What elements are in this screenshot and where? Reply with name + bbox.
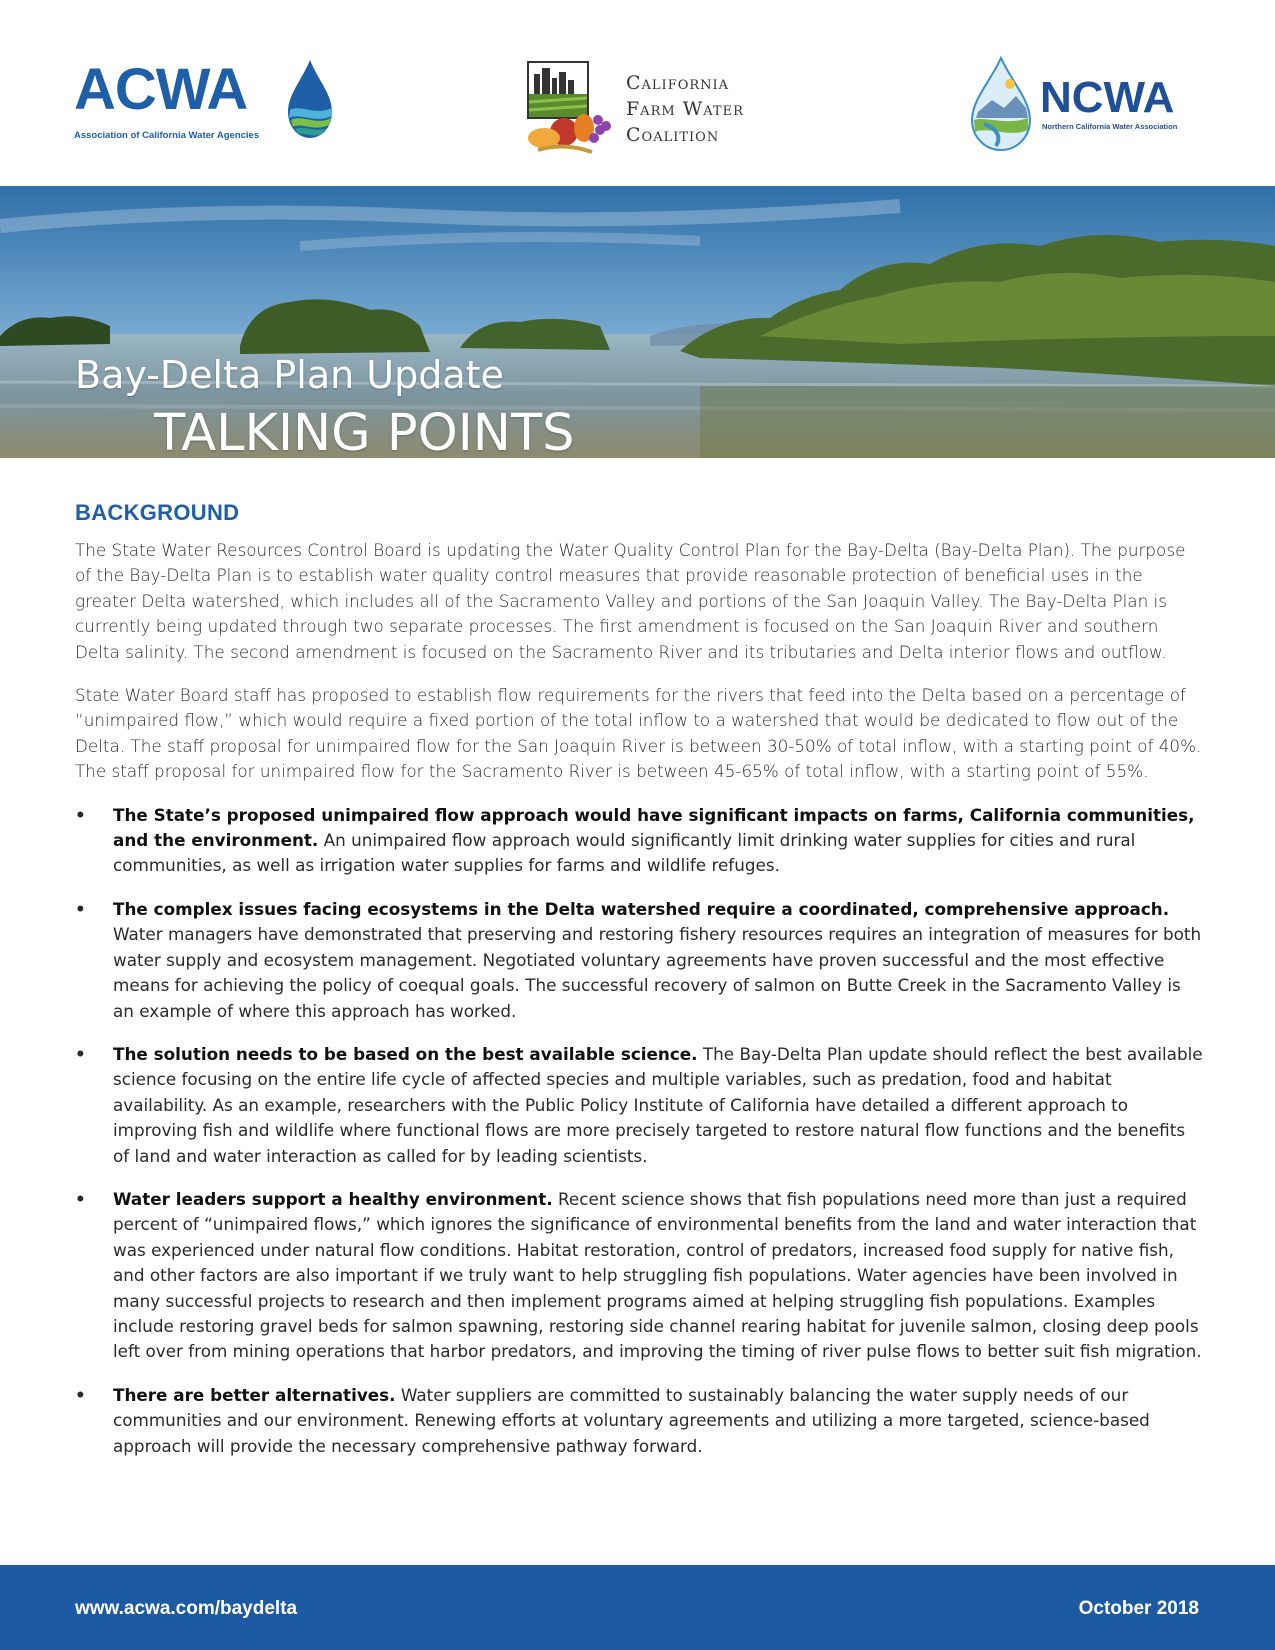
acwa-logo xyxy=(74,58,364,153)
bullet-icon: • xyxy=(75,898,86,919)
logo-header xyxy=(0,0,1275,186)
cfwc-line2: Farm Water xyxy=(626,98,744,120)
cfwc-line1: California xyxy=(626,72,730,94)
footer-website-link[interactable]: www.acwa.com/baydelta xyxy=(75,1598,298,1619)
footer-date: October 2018 xyxy=(1078,1598,1199,1619)
background-paragraph: State Water Board staff has proposed to establish flow requirements for the rivers that feed into the Delta based on a percentage of “unimpaired flow,” which would require a fixed portion of the total inflow to a watershed that would be dedicated to flow out of the Delta. The staff proposal for unimpaired flow for the San Joaquin River is between 30-50% of total inflow, with a starting point of 40%. The staff proposal for unimpaired flow for the Sacramento River is between 45-65% of total inflow, with a starting point of 55%. xyxy=(75,685,1202,782)
cfwc-logo xyxy=(524,58,784,158)
section-heading-background: BACKGROUND xyxy=(75,500,240,525)
hero-banner xyxy=(0,186,1275,458)
talking-points-list xyxy=(75,803,1205,1459)
hero-title: Bay-Delta Plan Update xyxy=(75,353,504,397)
talking-point xyxy=(75,1042,1205,1169)
talking-point xyxy=(75,803,1205,879)
talking-point-lead: There are better alternatives. xyxy=(113,1384,396,1405)
valley-drop-icon xyxy=(966,56,1036,152)
talking-point-body: Water suppliers are committed to sustainably balancing the water supply needs of our communities and our environment. Renewing efforts at voluntary agreements and utilizing a more targeted, science-based approach will provide the necessary comprehensive pathway forward. xyxy=(113,1384,1150,1456)
footer-bar xyxy=(0,1565,1275,1650)
ncwa-logo-wordmark: NCWA xyxy=(1040,73,1175,122)
acwa-logo-subtitle: Association of California Water Agencies xyxy=(74,130,260,141)
ncwa-logo-subtitle: Northern California Water Association xyxy=(1042,122,1178,131)
talking-point xyxy=(75,897,1205,1024)
main-content xyxy=(75,500,1205,1477)
background-paragraph: The State Water Resources Control Board is updating the Water Quality Control Plan for the Bay-Delta (Bay-Delta Plan). The purpose of the Bay-Delta Plan is to establish water quality control measures that provide reasonable protection of beneficial uses in the greater Delta watershed, which includes all of the Sacramento Valley and portions of the San Joaquin Valley. The Bay-Delta Plan is currently being updated through two separate processes. The first amendment is focused on the San Joaquin River and southern Delta salinity. The second amendment is focused on the Sacramento River and its tributaries and Delta interior flows and outflow. xyxy=(75,540,1186,662)
talking-point xyxy=(75,1383,1205,1459)
bullet-icon: • xyxy=(75,1188,86,1209)
talking-point-body: An unimpaired flow approach would significantly limit drinking water supplies for cities and rural communities, as well as irrigation water supplies for farms and wildlife refuges. xyxy=(113,830,1136,876)
talking-point-body: The Bay-Delta Plan update should reflect the best available science focusing on the entire life cycle of affected species and multiple variables, such as predation, food and habitat availability. As an example, researchers with the Public Policy Institute of California have detailed a different approach to improving fish and wildlife where functional flows are more precisely targeted to restore natural flow functions and the benefits of land and water interaction as called for by leading scientists. xyxy=(113,1043,1203,1166)
talking-point-body: Water managers have demonstrated that preserving and restoring fishery resources requires an integration of measures for both water supply and ecosystem management. Negotiated voluntary agreements have proven successful and the most effective means for achieving the policy of coequal goals. The successful recovery of salmon on Butte Creek in the Sacramento Valley is an example of where this approach has worked. xyxy=(113,924,1202,1021)
bullet-icon: • xyxy=(75,1384,86,1405)
talking-point xyxy=(75,1187,1205,1365)
farm-produce-icon xyxy=(524,58,622,158)
ncwa-logo xyxy=(966,56,1206,156)
talking-point-lead: The complex issues facing ecosystems in the Delta watershed require a coordinated, comprehensive approach. xyxy=(113,898,1170,919)
bullet-icon: • xyxy=(75,1043,86,1064)
talking-point-body: Recent science shows that fish populations need more than just a required percent of “unimpaired flows,” which ignores the significance of environmental benefits from the land and water interaction that was experienced under natural flow conditions. Habitat restoration, control of predators, increased food supply for native fish, and other factors are also important if we truly want to help struggling fish populations. Water agencies have been involved in many successful projects to research and then implement programs aimed at helping struggling fish populations. Examples include restoring gravel beds for salmon spawning, restoring side channel rearing habitat for juvenile salmon, closing deep pools left over from mining operations that harbor predators, and improving the timing of river pulse flows to better suit fish migration. xyxy=(113,1188,1202,1362)
cfwc-logo-text xyxy=(626,70,744,148)
talking-point-lead: The solution needs to be based on the best available science. xyxy=(113,1043,698,1064)
talking-point-lead: Water leaders support a healthy environment. xyxy=(113,1188,553,1209)
bullet-icon: • xyxy=(75,804,86,825)
cfwc-line3: Coalition xyxy=(626,124,720,146)
acwa-logo-wordmark: ACWA xyxy=(74,57,248,122)
hero-subtitle: TALKING POINTS xyxy=(154,404,575,458)
talking-point-lead: The State’s proposed unimpaired flow approach would have significant impacts on farms, California communities, and the environment. xyxy=(113,804,1195,851)
water-drop-icon xyxy=(284,58,336,140)
